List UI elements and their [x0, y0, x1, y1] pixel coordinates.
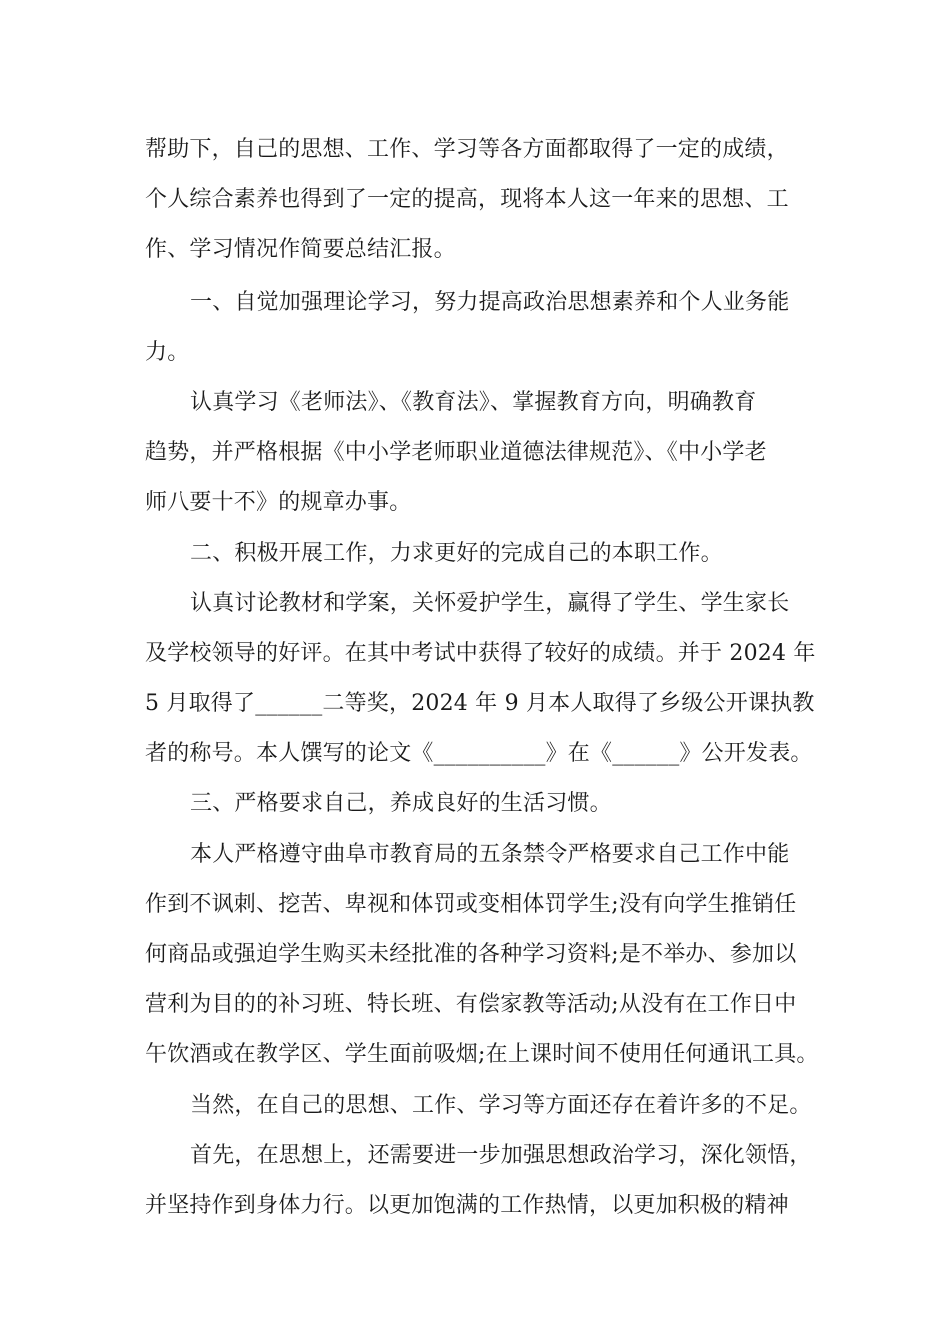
text-line: 作到不讽刺、挖苦、卑视和体罚或变相体罚学生;没有向学生推销任: [145, 892, 797, 917]
text-line: 5 月取得了______二等奖，2024 年 9 月本人取得了乡级公开课执教: [145, 691, 815, 716]
text-line: 当然，在自己的思想、工作、学习等方面还存在着许多的不足。: [190, 1093, 812, 1118]
text-line: 师八要十不》的规章办事。: [145, 490, 412, 515]
text-line: 趋势，并严格根据《中小学老师职业道德法律规范》、《中小学老: [145, 440, 767, 465]
text-line: 个人综合素养也得到了一定的提高，现将本人这一年来的思想、工: [145, 187, 789, 212]
section-heading: 二、积极开展工作，力求更好的完成自己的本职工作。: [190, 541, 723, 566]
text-line: 首先，在思想上，还需要进一步加强思想政治学习，深化领悟，: [190, 1143, 812, 1168]
section-heading: 一、自觉加强理论学习，努力提高政治思想素养和个人业务能: [190, 290, 790, 315]
text-line: 本人严格遵守曲阜市教育局的五条禁令严格要求自己工作中能: [190, 842, 790, 867]
text-line: 作、学习情况作简要总结汇报。: [145, 237, 456, 262]
text-line: 及学校领导的好评。在其中考试中获得了较好的成绩。并于 2024 年: [145, 641, 816, 666]
text-line: 并坚持作到身体力行。以更加饱满的工作热情，以更加积极的精神: [145, 1193, 789, 1218]
text-line: 何商品或强迫学生购买未经批准的各种学习资料;是不举办、参加以: [145, 942, 797, 967]
section-heading: 三、严格要求自己，养成良好的生活习惯。: [190, 791, 612, 816]
text-line: 力。: [145, 340, 190, 365]
text-line: 者的称号。本人馔写的论文《__________》在《______》公开发表。: [145, 741, 813, 766]
text-line: 帮助下，自己的思想、工作、学习等各方面都取得了一定的成绩，: [145, 137, 789, 162]
text-line: 营利为目的的补习班、特长班、有偿家教等活动;从没有在工作日中: [145, 992, 797, 1017]
text-line: 认真学习《老师法》、《教育法》、掌握教育方向，明确教育: [190, 390, 757, 415]
text-line: 认真讨论教材和学案，关怀爱护学生，赢得了学生、学生家长: [190, 591, 790, 616]
text-line: 午饮酒或在教学区、学生面前吸烟;在上课时间不使用任何通讯工具。: [145, 1042, 819, 1067]
